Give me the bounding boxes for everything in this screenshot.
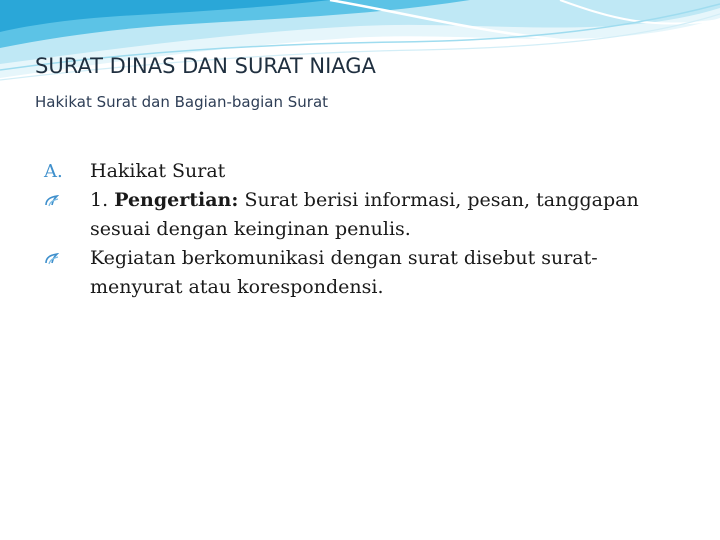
slide-title: SURAT DINAS DAN SURAT NIAGA	[35, 54, 376, 78]
list-item-body: Surat berisi informasi, pesan, tanggapan sesuai dengan keinginan penulis.	[90, 189, 639, 240]
list-item	[44, 244, 684, 302]
content-list	[44, 157, 684, 302]
water-bullet-icon	[44, 253, 60, 265]
list-item-number: 1.	[90, 189, 109, 211]
list-marker-a: A.	[44, 161, 63, 182]
slide-subtitle: Hakikat Surat dan Bagian-bagian Surat	[35, 93, 329, 111]
list-item-text	[90, 186, 684, 244]
list-item-text: Hakikat Surat	[90, 160, 226, 182]
list-item	[44, 157, 684, 186]
list-item-text: Kegiatan berkomunikasi dengan surat disebut surat-menyurat atau korespondensi.	[90, 247, 598, 298]
water-bullet-icon	[44, 195, 60, 207]
list-item-bold-label: Pengertian:	[114, 189, 239, 211]
list-item	[44, 186, 684, 244]
